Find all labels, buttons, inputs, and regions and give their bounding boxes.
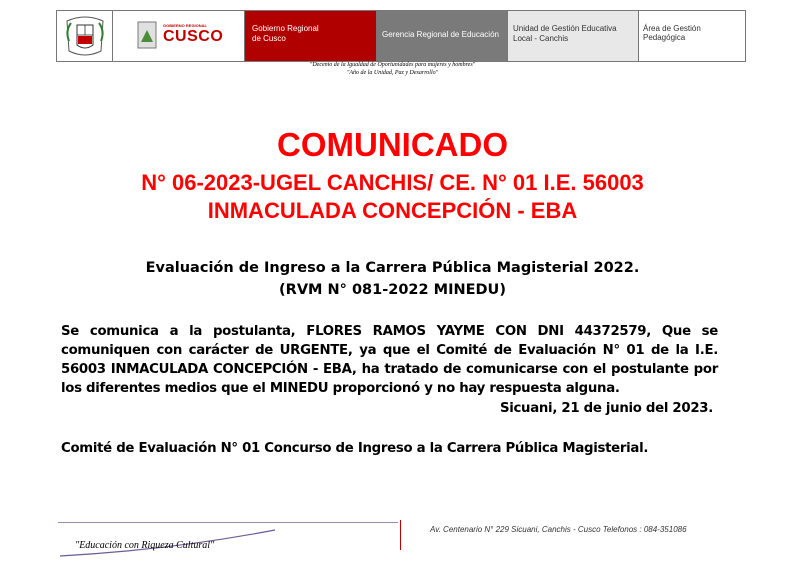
gobierno-line1: Gobierno Regional bbox=[252, 24, 319, 33]
gerencia-label: Gerencia Regional de Educación bbox=[382, 30, 499, 39]
coat-of-arms-cell bbox=[57, 11, 113, 61]
footer-divider bbox=[58, 522, 398, 523]
cusco-small-text: GOBIERNO REGIONAL bbox=[163, 23, 208, 28]
gobierno-line2: de Cusco bbox=[252, 34, 286, 43]
ugel-cell bbox=[508, 11, 639, 61]
evaluation-line2: (RVM N° 081-2022 MINEDU) bbox=[279, 282, 506, 298]
ugel-line2: Local - Canchis bbox=[513, 34, 569, 43]
date-line: Sicuani, 21 de junio del 2023. bbox=[499, 401, 713, 416]
body-paragraph: Se comunica a la postulanta, FLORES RAMOS YAYME CON DNI 44372579, Que se comuniquen con carácter de URGENTE, ya que el Comité de Evaluación N° 01 de la I.E. 56003 INMACULADA CONCEPCIÓN - EBA, ha tratado de comunicarse con el postulante por los diferentes medios que el MINEDU proporcionó y no hay respuesta alguna. bbox=[61, 324, 718, 396]
document-subtitle-1: N° 06-2023-UGEL CANCHIS/ CE. N° 01 I.E. 56003 bbox=[141, 170, 644, 195]
peru-coat-of-arms-icon bbox=[57, 11, 113, 61]
letterhead bbox=[56, 10, 746, 62]
footer-address: Av. Centenario N° 229 Sicuani, Canchis - Cusco Telefonos : 084-351086 bbox=[430, 525, 687, 534]
area-cell bbox=[639, 11, 745, 61]
footer-slogan: "Educación con Riqueza Cultural" bbox=[75, 540, 215, 551]
evaluation-line1: Evaluación de Ingreso a la Carrera Pública Magisterial 2022. bbox=[145, 260, 640, 276]
area-label: Área de Gestión Pedagógica bbox=[643, 24, 701, 42]
committee-line: Comité de Evaluación N° 01 Concurso de Ingreso a la Carrera Pública Magisterial. bbox=[61, 441, 649, 456]
motto-line1: "Decenio de la Igualdad de Oportunidades para mujeres y hombres" bbox=[309, 62, 476, 68]
official-motto bbox=[0, 61, 785, 77]
cusco-logo-cell bbox=[113, 11, 245, 61]
gerencia-cell bbox=[377, 11, 508, 61]
motto-line2: "Año de la Unidad, Paz y Desarrollo" bbox=[346, 70, 439, 76]
gobierno-regional-cell bbox=[245, 11, 377, 61]
ugel-line1: Unidad de Gestión Educativa bbox=[513, 24, 617, 33]
cusco-wordmark: CUSCO bbox=[163, 28, 224, 45]
cusco-logo-icon bbox=[135, 20, 159, 50]
document-title: COMUNICADO bbox=[277, 126, 508, 163]
footer-vertical-rule bbox=[400, 520, 401, 550]
document-subtitle-2: INMACULADA CONCEPCIÓN - EBA bbox=[207, 198, 578, 223]
